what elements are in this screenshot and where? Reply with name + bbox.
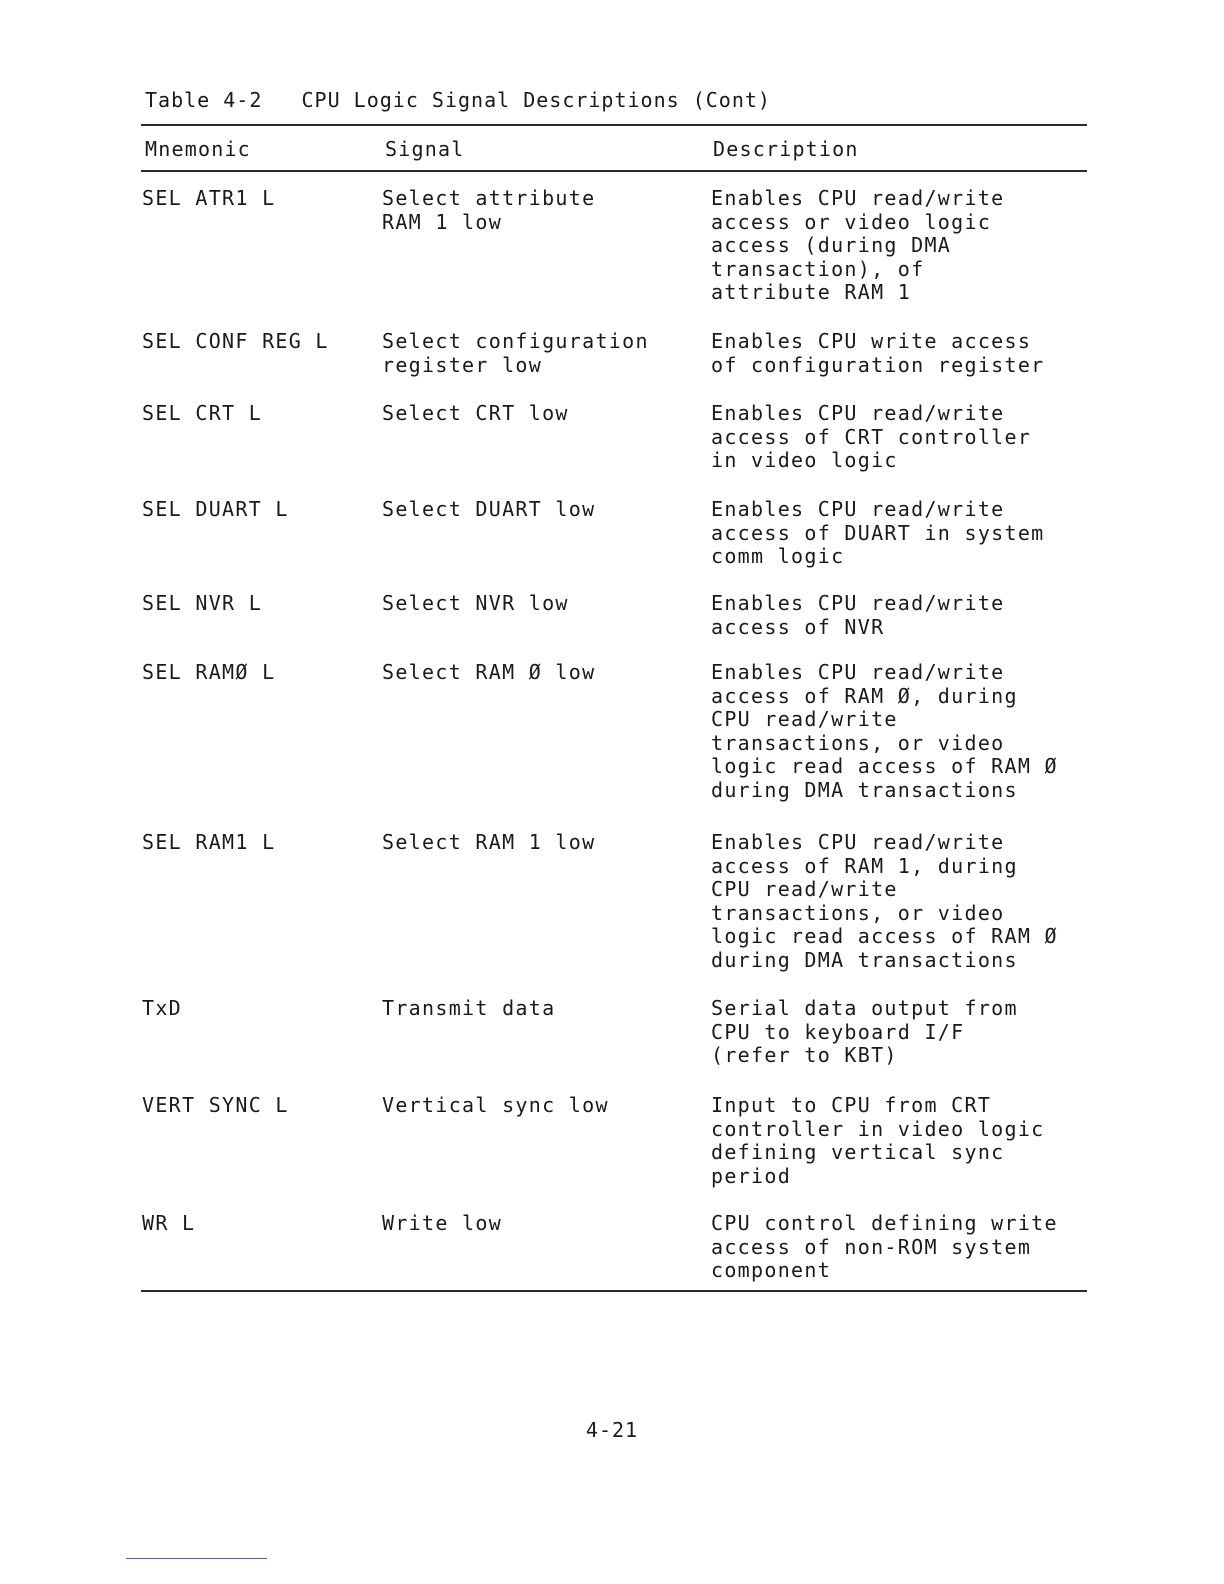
mnemonic-cell: SEL ATR1 L bbox=[142, 186, 276, 210]
mnemonic-cell: SEL RAMØ L bbox=[142, 660, 276, 684]
signal-cell: Select CRT low bbox=[382, 401, 569, 425]
signal-cell: Select RAM 1 low bbox=[382, 830, 596, 854]
description-cell: Serial data output from CPU to keyboard I/F (refer to KBT) bbox=[711, 996, 1018, 1067]
description-cell: Enables CPU read/write access of DUART in system comm logic bbox=[711, 497, 1045, 568]
column-header-description: Description bbox=[713, 137, 859, 161]
mnemonic-cell: WR L bbox=[142, 1211, 196, 1235]
mnemonic-cell: SEL DUART L bbox=[142, 497, 289, 521]
table-bottom-rule bbox=[141, 1290, 1087, 1292]
footer-divider bbox=[126, 1558, 267, 1559]
table-title: Table 4-2 CPU Logic Signal Descriptions (Cont) bbox=[145, 88, 771, 112]
signal-cell: Vertical sync low bbox=[382, 1093, 609, 1117]
description-cell: Enables CPU read/write access or video logic access (during DMA transaction), of attribute RAM 1 bbox=[711, 186, 1005, 304]
mnemonic-cell: SEL RAM1 L bbox=[142, 830, 276, 854]
signal-cell: Select DUART low bbox=[382, 497, 596, 521]
signal-cell: Select NVR low bbox=[382, 591, 569, 615]
signal-cell: Select attribute RAM 1 low bbox=[382, 186, 596, 234]
mnemonic-cell: SEL CRT L bbox=[142, 401, 263, 425]
mnemonic-cell: SEL NVR L bbox=[142, 591, 263, 615]
table-top-rule bbox=[141, 124, 1087, 126]
signal-cell: Select configuration register low bbox=[382, 329, 649, 377]
mnemonic-cell: TxD bbox=[142, 996, 183, 1020]
signal-cell: Transmit data bbox=[382, 996, 556, 1020]
column-header-signal: Signal bbox=[385, 137, 465, 161]
page-number: 4-21 bbox=[585, 1418, 639, 1442]
description-cell: Enables CPU write access of configuration register bbox=[711, 329, 1045, 377]
description-cell: Input to CPU from CRT controller in video logic defining vertical sync period bbox=[711, 1093, 1045, 1188]
column-header-mnemonic: Mnemonic bbox=[145, 137, 251, 161]
description-cell: Enables CPU read/write access of RAM 1, during CPU read/write transactions, or video logic read access of RAM Ø during DMA transactions bbox=[711, 830, 1058, 972]
signal-cell: Write low bbox=[382, 1211, 503, 1235]
mnemonic-cell: VERT SYNC L bbox=[142, 1093, 289, 1117]
description-cell: Enables CPU read/write access of RAM Ø, during CPU read/write transactions, or video logic read access of RAM Ø during DMA transactions bbox=[711, 660, 1058, 802]
table-header-rule bbox=[141, 170, 1087, 172]
mnemonic-cell: SEL CONF REG L bbox=[142, 329, 329, 353]
description-cell: Enables CPU read/write access of NVR bbox=[711, 591, 1005, 639]
description-cell: Enables CPU read/write access of CRT controller in video logic bbox=[711, 401, 1032, 472]
description-cell: CPU control defining write access of non-ROM system component bbox=[711, 1211, 1058, 1282]
signal-cell: Select RAM Ø low bbox=[382, 660, 596, 684]
